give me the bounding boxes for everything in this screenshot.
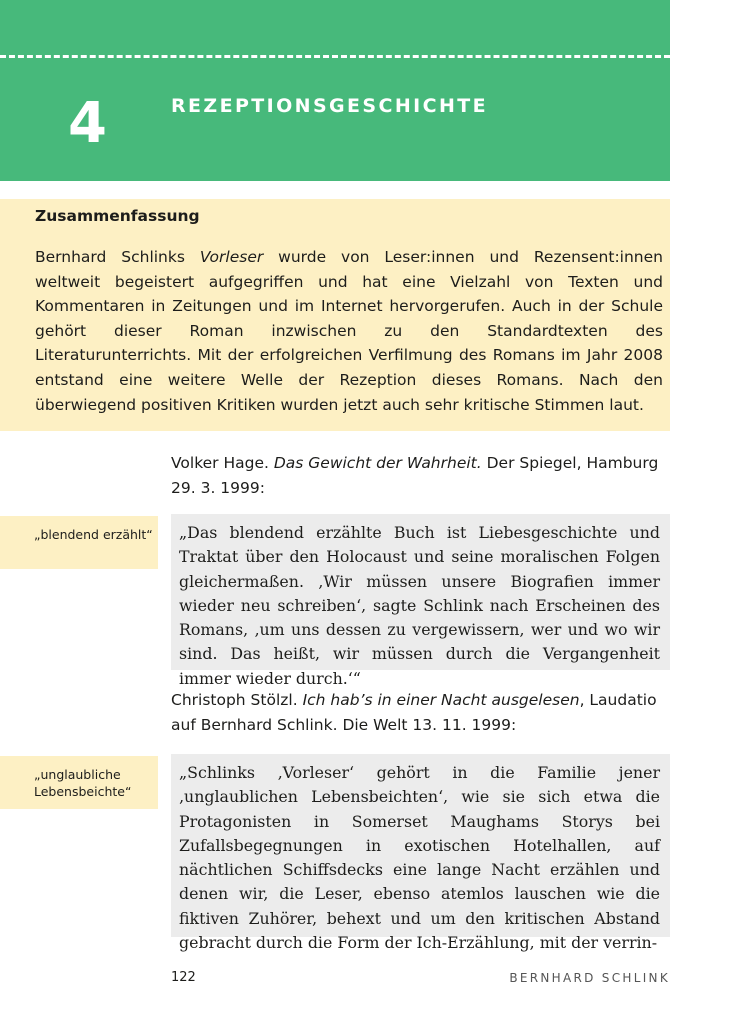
summary-heading: Zusammenfassung bbox=[35, 207, 200, 225]
summary-text-rest: wurde von Leser:innen und Rezensent:innen weltweit begeistert aufgegriffen und hat eine Vielzahl von Texten und Kommentaren in Zeitungen und im Internet hervorgerufen. Auch in der Schule gehört dieser Roman inzwischen zu den Standardtexten des Literaturunterrichts. Mit der erfolgreichen Verfilmung des Romans im Jahr 2008 entstand eine weitere Welle der Rezeption dieses Romans. Nach den überwiegend positiven Kritiken wurden jetzt auch sehr kritische Stimmen laut. bbox=[35, 248, 663, 414]
running-head: BERNHARD SCHLINK bbox=[509, 971, 670, 985]
quote-block-1: „Das blendend erzählte Buch ist Liebesgeschichte und Traktat über den Holocaust und seine moralischen Folgen gleichermaßen. ‚Wir müssen unsere Biografien immer wieder neu schreiben‘, sagte Schlink nach Erscheinen des Romans, ‚um uns dessen zu vergewissern, wer und wo wir sind. Das heißt, wir müssen durch die Vergangenheit immer wieder durch.‘“ bbox=[171, 514, 670, 670]
margin-note-2: „unglaubliche Lebensbeichte“ bbox=[0, 756, 158, 809]
source-citation-1 bbox=[171, 451, 671, 500]
chapter-title: REZEPTIONSGESCHICHTE bbox=[171, 95, 489, 117]
chapter-number: 4 bbox=[68, 91, 107, 156]
margin-note-1: „blendend erzählt“ bbox=[0, 516, 158, 569]
source-author: Volker Hage. bbox=[171, 454, 274, 472]
source-citation-2 bbox=[171, 688, 671, 737]
source-title: Das Gewicht der Wahrheit. bbox=[273, 454, 482, 472]
quote-block-2: „Schlinks ‚Vorleser‘ gehört in die Familie jener ‚unglaublichen Lebensbeichten‘, wie sie sich etwa die Protagonisten in Somerset Maughams Storys bei Zufallsbegegnungen in exotischen Hotelhallen, auf nächtlichen Schiffsdecks eine lange Nacht erzählen und denen wir, die Leser, ebenso atemlos lauschen wie die fiktiven Zuhörer, behext und um den kritischen Abstand gebracht durch die Form der Ich-Erzählung, mit der verrin- bbox=[171, 754, 670, 937]
source-author: Christoph Stölzl. bbox=[171, 691, 303, 709]
summary-text-start: Bernhard Schlinks bbox=[35, 248, 200, 266]
source-details: Der Spiegel, Hamburg 29. 3. 1999: bbox=[171, 454, 659, 497]
dashed-divider bbox=[0, 55, 670, 58]
chapter-header bbox=[0, 0, 670, 181]
summary-book-title: Vorleser bbox=[199, 248, 264, 266]
source-title: Ich hab’s in einer Nacht ausgelesen bbox=[302, 691, 580, 709]
page-number: 122 bbox=[171, 970, 196, 985]
summary-text bbox=[35, 245, 663, 417]
source-details: , Laudatio auf Bernhard Schlink. Die Welt 13. 11. 1999: bbox=[171, 691, 657, 734]
